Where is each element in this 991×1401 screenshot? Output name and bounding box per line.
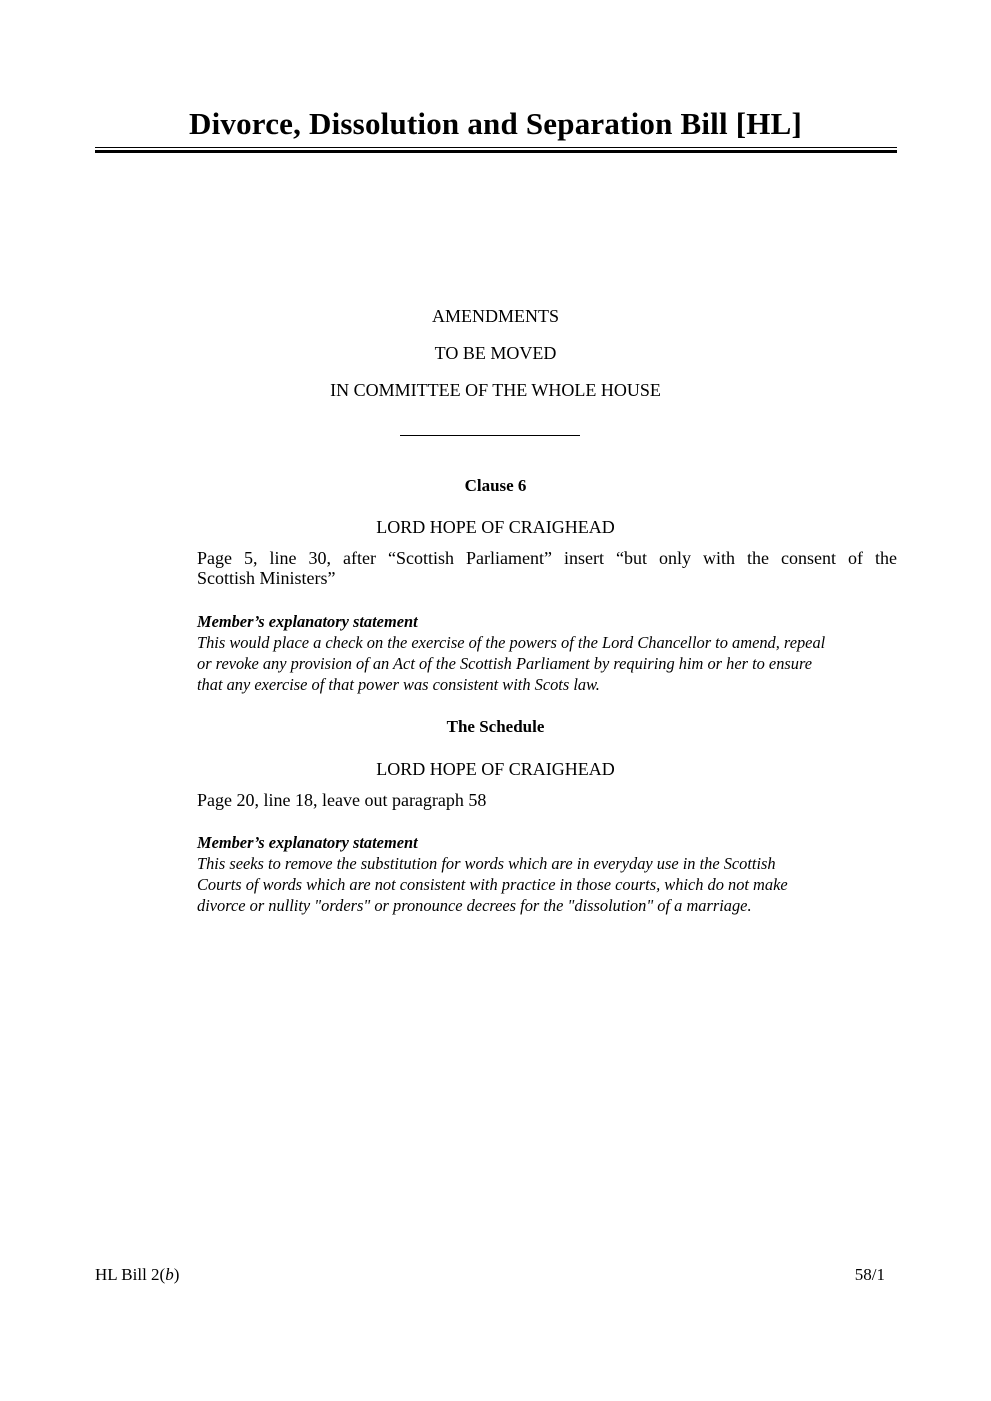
- title-rule-thick: [95, 150, 897, 153]
- statement-line: This would place a check on the exercise of the powers of the Lord Chancellor to amend, repeal: [197, 633, 826, 652]
- member-name: LORD HOPE OF CRAIGHEAD: [376, 759, 615, 779]
- statement-heading: Member’s explanatory statement: [197, 612, 418, 631]
- amendment-line: Scottish Ministers”: [197, 568, 336, 588]
- amendment-line: Page 5, line 30, after “Scottish Parliament” insert “but only with the consent of the: [197, 548, 897, 568]
- explanatory-statement: [197, 832, 897, 916]
- section-heading-schedule: The Schedule: [446, 717, 545, 736]
- bill-ref-suffix: ): [173, 1265, 180, 1284]
- bill-reference: [95, 1265, 179, 1285]
- section-heading-clause-6: Clause 6: [464, 476, 527, 495]
- statement-line: or revoke any provision of an Act of the Scottish Parliament by requiring him or her to ensure: [197, 654, 813, 673]
- statement-line: that any exercise of that power was consistent with Scots law.: [197, 675, 600, 694]
- statement-line: Courts of words which are not consistent with practice in those courts, which do not make: [197, 875, 788, 894]
- statement-heading: Member’s explanatory statement: [197, 833, 418, 852]
- amendment-line: Page 20, line 18, leave out paragraph 58: [197, 790, 487, 810]
- title-rule-thin: [95, 147, 897, 148]
- member-name: LORD HOPE OF CRAIGHEAD: [376, 517, 615, 537]
- explanatory-statement: [197, 611, 897, 695]
- bill-ref-letter: b: [165, 1265, 174, 1284]
- statement-line: divorce or nullity "orders" or pronounce decrees for the "dissolution" of a marriage.: [197, 896, 752, 915]
- statement-line: This seeks to remove the substitution for words which are in everyday use in the Scottish: [197, 854, 776, 873]
- separator-rule: [400, 435, 580, 436]
- intro-amendments: AMENDMENTS: [431, 306, 559, 326]
- intro-committee: IN COMMITTEE OF THE WHOLE HOUSE: [330, 380, 661, 400]
- intro-to-be-moved: TO BE MOVED: [434, 343, 557, 363]
- amendment-text: [197, 548, 897, 588]
- amendment-text: [197, 790, 897, 810]
- page-reference: 58/1: [854, 1265, 885, 1284]
- document-title: Divorce, Dissolution and Separation Bill [HL]: [189, 106, 802, 141]
- bill-ref-prefix: HL Bill 2(: [95, 1265, 166, 1284]
